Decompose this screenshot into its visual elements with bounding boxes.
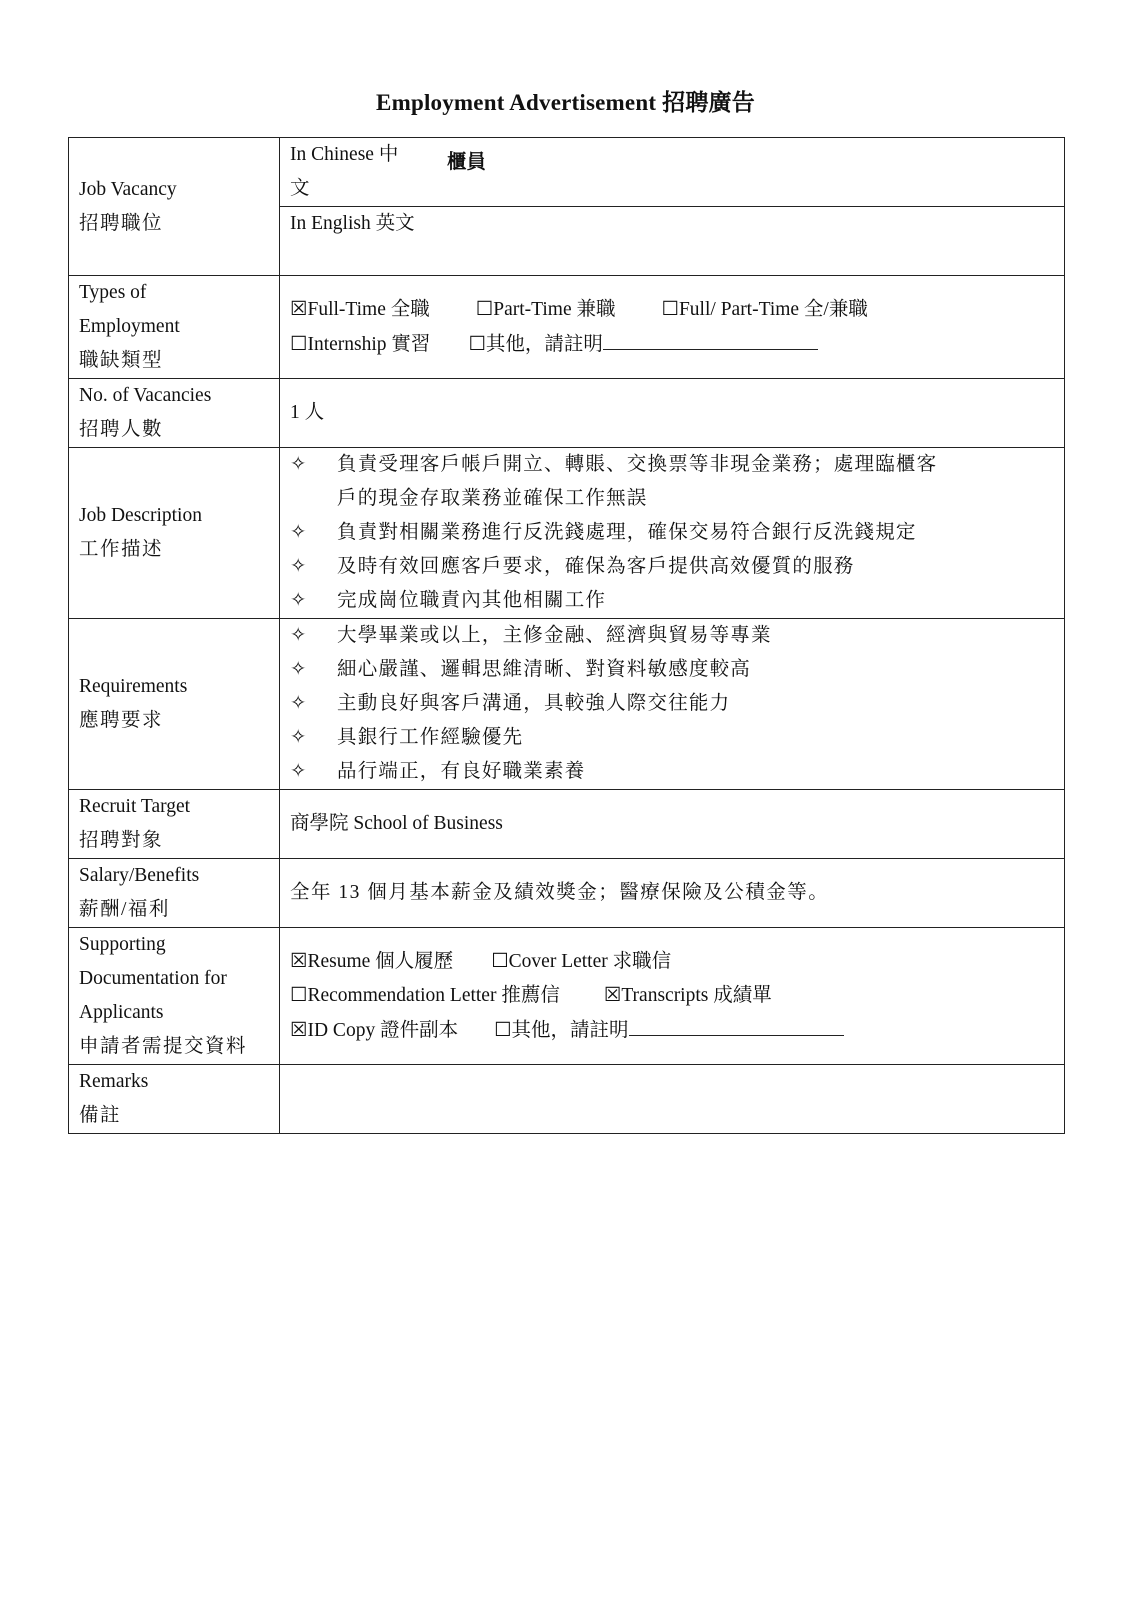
option-resume[interactable]: ☒Resume 個人履歷 [290, 950, 454, 972]
list-item: 戶的現金存取業務並確保工作無誤 [337, 488, 648, 509]
list-item: ✧ 細心嚴謹、邏輯思維清晰、對資料敏感度較高 [290, 653, 1054, 687]
list-item: ✧ 完成崗位職責內其他相關工作 [290, 584, 1054, 618]
list-item: ✧ 負責對相關業務進行反洗錢處理，確保交易符合銀行反洗錢規定 [290, 516, 1054, 550]
bullet-icon: ✧ [290, 727, 307, 748]
row-documents [69, 928, 1065, 1065]
option-other[interactable]: ☐其他，請註明 [468, 333, 603, 355]
row-job-description [69, 448, 1065, 619]
vacancy-chinese-value: 櫃員 [447, 152, 487, 173]
vacancy-chinese-cell [280, 138, 1065, 207]
job-description-list [280, 448, 1065, 619]
bullet-icon: ✧ [290, 659, 307, 680]
option-part-time[interactable]: ☐Part-Time 兼職 [475, 298, 616, 320]
list-item: ✧ 品行端正，有良好職業素養 [290, 755, 1054, 789]
vacancies-value: 1 人 [280, 379, 1065, 448]
recruit-target-value: 商學院 School of Business [280, 790, 1065, 859]
option-full-part-time[interactable]: ☐Full/ Part-Time 全/兼職 [661, 298, 868, 320]
other-blank-line[interactable] [603, 327, 818, 350]
documents-label: Supporting Documentation for Applicants 申請者需提交資料 [69, 928, 280, 1065]
bullet-icon: ✧ [290, 556, 307, 577]
documents-options [280, 928, 1065, 1065]
row-salary [69, 859, 1065, 928]
option-id-copy[interactable]: ☒ID Copy 證件副本 [290, 1019, 459, 1041]
option-internship[interactable]: ☐Internship 實習 [290, 333, 431, 355]
requirements-label: Requirements 應聘要求 [69, 619, 280, 790]
option-cover-letter[interactable]: ☐Cover Letter 求職信 [491, 950, 672, 972]
row-job-vacancy [69, 138, 1065, 207]
row-requirements [69, 619, 1065, 790]
list-item: ✧ 負責受理客戶帳戶開立、轉賬、交換票等非現金業務；處理臨櫃客 [290, 448, 1054, 482]
page-title: Employment Advertisement 招聘廣告 [376, 90, 755, 115]
option-doc-other[interactable]: ☐其他，請註明 [494, 1019, 629, 1041]
bullet-icon: ✧ [290, 454, 307, 475]
requirements-list [280, 619, 1065, 790]
row-employment-type [69, 276, 1065, 379]
list-item: ✧ 及時有效回應客戶要求，確保為客戶提供高效優質的服務 [290, 550, 1054, 584]
option-transcripts[interactable]: ☒Transcripts 成績單 [603, 984, 772, 1006]
bullet-icon: ✧ [290, 522, 307, 543]
list-item: ✧ 具銀行工作經驗優先 [290, 721, 1054, 755]
salary-label: Salary/Benefits 薪酬/福利 [69, 859, 280, 928]
row-remarks [69, 1065, 1065, 1134]
job-vacancy-label: Job Vacancy 招聘職位 [69, 138, 280, 276]
remarks-label: Remarks 備註 [69, 1065, 280, 1134]
job-ad-table [68, 137, 1065, 1134]
bullet-icon: ✧ [290, 625, 307, 646]
vacancy-english-key: In English 英文 [290, 213, 415, 234]
bullet-icon: ✧ [290, 590, 307, 611]
remarks-value[interactable] [280, 1065, 1065, 1134]
bullet-icon: ✧ [290, 761, 307, 782]
list-item: ✧ 大學畢業或以上，主修金融、經濟與貿易等專業 [290, 619, 1054, 653]
vacancy-english-cell [280, 207, 1065, 276]
row-vacancies [69, 379, 1065, 448]
bullet-icon: ✧ [290, 693, 307, 714]
salary-value: 全年 13 個月基本薪金及績效獎金；醫療保險及公積金等。 [280, 859, 1065, 928]
vacancies-label: No. of Vacancies 招聘人數 [69, 379, 280, 448]
employment-type-options [280, 276, 1065, 379]
doc-other-blank-line[interactable] [629, 1013, 844, 1036]
vacancy-chinese-key: In Chinese 中文 [290, 144, 399, 199]
recruit-target-label: Recruit Target 招聘對象 [69, 790, 280, 859]
option-recommendation-letter[interactable]: ☐Recommendation Letter 推薦信 [290, 984, 560, 1006]
employment-type-label: Types of Employment 職缺類型 [69, 276, 280, 379]
job-description-label: Job Description 工作描述 [69, 448, 280, 619]
row-recruit-target [69, 790, 1065, 859]
list-item: ✧ 主動良好與客戶溝通，具較強人際交往能力 [290, 687, 1054, 721]
option-full-time[interactable]: ☒Full-Time 全職 [290, 298, 430, 320]
